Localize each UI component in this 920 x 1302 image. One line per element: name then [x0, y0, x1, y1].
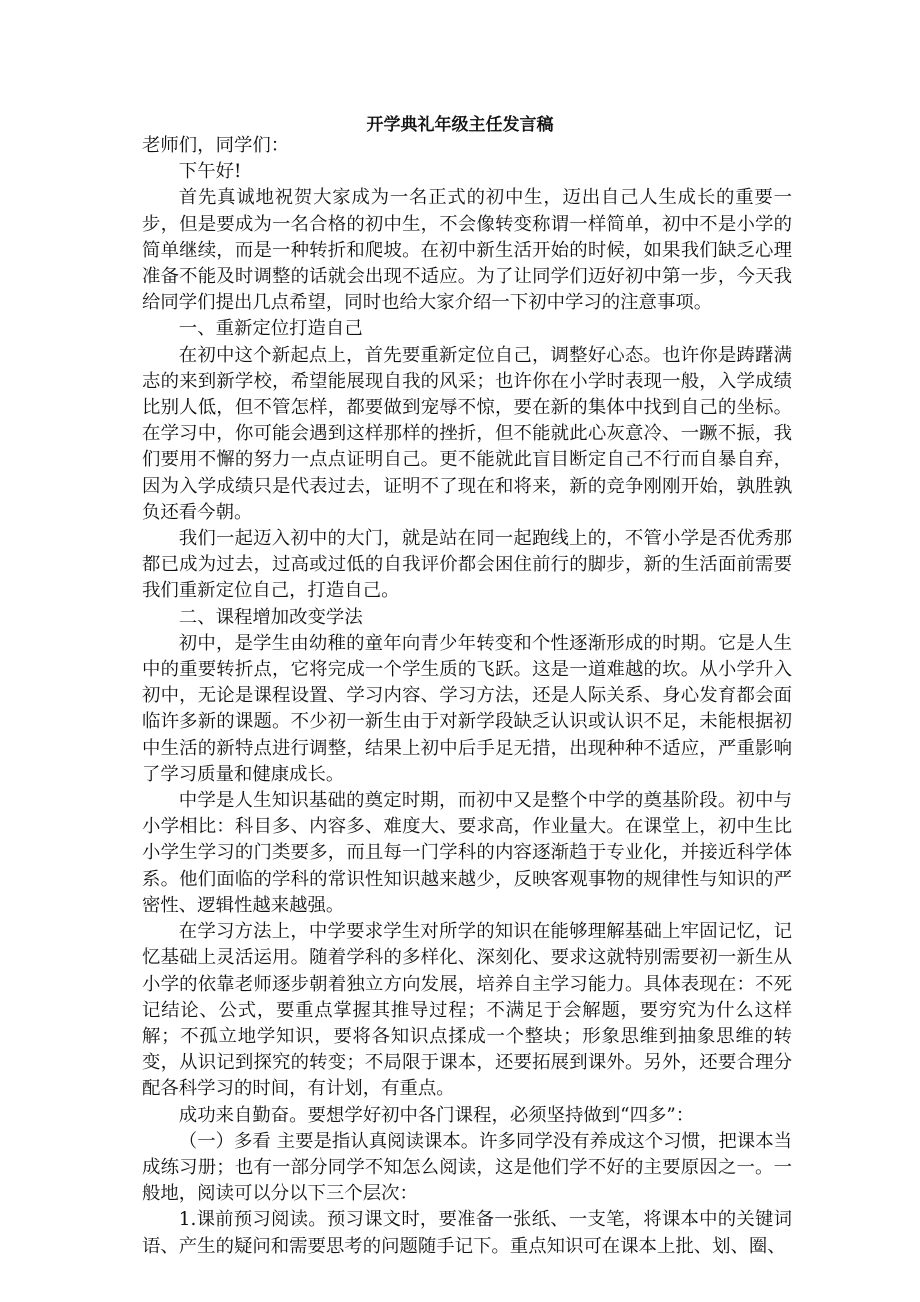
- paragraph: （一）多看 主要是指认真阅读课本。许多同学没有养成这个习惯，把课本当成练习册；也有一部分同学不知怎么阅读，这是他们学不好的主要原因之一。一般地，阅读可以分以下三个层次：: [142, 1130, 792, 1205]
- salutation: 老师们，同学们：: [142, 135, 290, 156]
- document-title: 开学典礼年级主任发言稿: [366, 115, 554, 135]
- paragraph: 在学习方法上，中学要求学生对所学的知识在能够理解基础上牢固记忆，记忆基础上灵活运用。随着学科的多样化、深刻化、要求这就特别需要初一新生从小学的依靠老师逐步朝着独立方向发展，培养自主学习能力。具体表现在：不死记结论、公式，要重点掌握其推导过程；不满足于会解题，要穷究为什么这样解；不孤立地学知识，要将各知识点揉成一个整块；形象思维到抽象思维的转变，从识记到探究的转变；不局限于课本，还要拓展到课外。另外，还要合理分配各科学习的时间，有计划，有重点。: [142, 921, 792, 1100]
- section-heading-2: 二、课程增加改变学法: [178, 606, 363, 628]
- paragraph: 在初中这个新起点上，首先要重新定位自己，调整好心态。也许你是踌躇满志的来到新学校，希望能展现自我的风采；也许你在小学时表现一般，入学成绩比别人低，但不管怎样，都要做到宠辱不惊，要在新的集体中找到自己的坐标。在学习中，你可能会遇到这样那样的挫折，但不能就此心灰意冷、一蹶不振，我们要用不懈的努力一点点证明自己。更不能就此盲目断定自己不行而自暴自弃，因为入学成绩只是代表过去，证明不了现在和将来，新的竞争刚刚开始，孰胜孰负还看今朝。: [142, 344, 792, 523]
- paragraph: 初中，是学生由幼稚的童年向青少年转变和个性逐渐形成的时期。它是人生中的重要转折点，它将完成一个学生质的飞跃。这是一道难越的坎。从小学升入初中，无论是课程设置、学习内容、学习方法，还是人际关系、身心发育都会面临许多新的课题。不少初一新生由于对新学段缺乏认识或认识不足，未能根据初中生活的新特点进行调整，结果上初中后手足无措，出现种种不适应，严重影响了学习质量和健康成长。: [142, 632, 792, 785]
- document-body: [142, 133, 792, 1260]
- greeting: 下午好!: [178, 161, 242, 183]
- paragraph: 成功来自勤奋。要想学好初中各门课程，必须坚持做到“四多”：: [178, 1104, 695, 1126]
- paragraph: 1.课前预习阅读。预习课文时，要准备一张纸、一支笔，将课本中的关键词语、产生的疑问和需要思考的问题随手记下。重点知识可在课本上批、划、圈、: [142, 1209, 792, 1257]
- section-heading-1: 一、重新定位打造自己: [178, 318, 363, 340]
- paragraph-intro: 首先真诚地祝贺大家成为一名正式的初中生，迈出自己人生成长的重要一步，但是要成为一名合格的初中生，不会像转变称谓一样简单，初中不是小学的简单继续，而是一种转折和爬坡。在初中新生活开始的时候，如果我们缺乏心理准备不能及时调整的话就会出现不适应。为了让同学们迈好初中第一步，今天我给同学们提出几点希望，同时也给大家介绍一下初中学习的注意事项。: [142, 187, 792, 314]
- paragraph: 我们一起迈入初中的大门，就是站在同一起跑线上的，不管小学是否优秀那都已成为过去，过高或过低的自我评价都会困住前行的脚步，新的生活面前需要我们重新定位自己，打造自己。: [142, 528, 792, 602]
- paragraph: 中学是人生知识基础的奠定时期，而初中又是整个中学的奠基阶段。初中与小学相比：科目多、内容多、难度大、要求高，作业量大。在课堂上，初中生比小学生学习的门类要多，而且每一门学科的内容逐渐趋于专业化，并接近科学体系。他们面临的学科的常识性知识越来越少，反映客观事物的规律性与知识的严密性、逻辑性越来越强。: [142, 790, 792, 916]
